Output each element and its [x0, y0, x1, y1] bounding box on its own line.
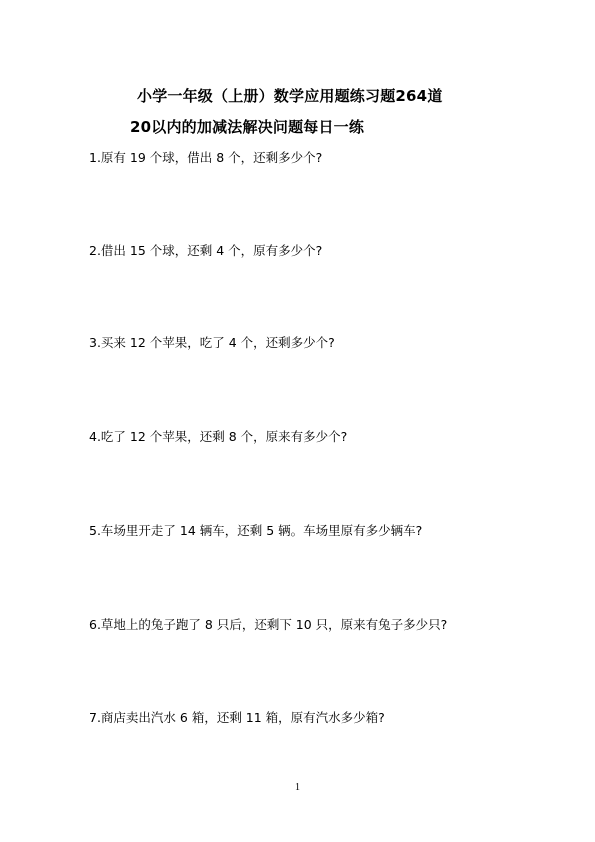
document-subtitle: 20以内的加减法解决问题每日一练	[130, 118, 365, 136]
question-3: 3.买来 12 个苹果，吃了 4 个，还剩多少个?	[89, 335, 335, 350]
question-4: 4.吃了 12 个苹果，还剩 8 个，原来有多少个?	[89, 429, 348, 444]
question-5: 5.车场里开走了 14 辆车，还剩 5 辆。车场里原有多少辆车?	[89, 523, 423, 538]
page-number: 1	[295, 782, 300, 793]
document-title: 小学一年级（上册）数学应用题练习题264道	[137, 87, 443, 105]
question-6: 6.草地上的兔子跑了 8 只后，还剩下 10 只，原来有兔子多少只?	[89, 617, 448, 632]
question-1: 1.原有 19 个球，借出 8 个，还剩多少个?	[89, 150, 323, 165]
question-2: 2.借出 15 个球，还剩 4 个，原有多少个?	[89, 243, 323, 258]
question-7: 7.商店卖出汽水 6 箱，还剩 11 箱，原有汽水多少箱?	[89, 710, 385, 725]
